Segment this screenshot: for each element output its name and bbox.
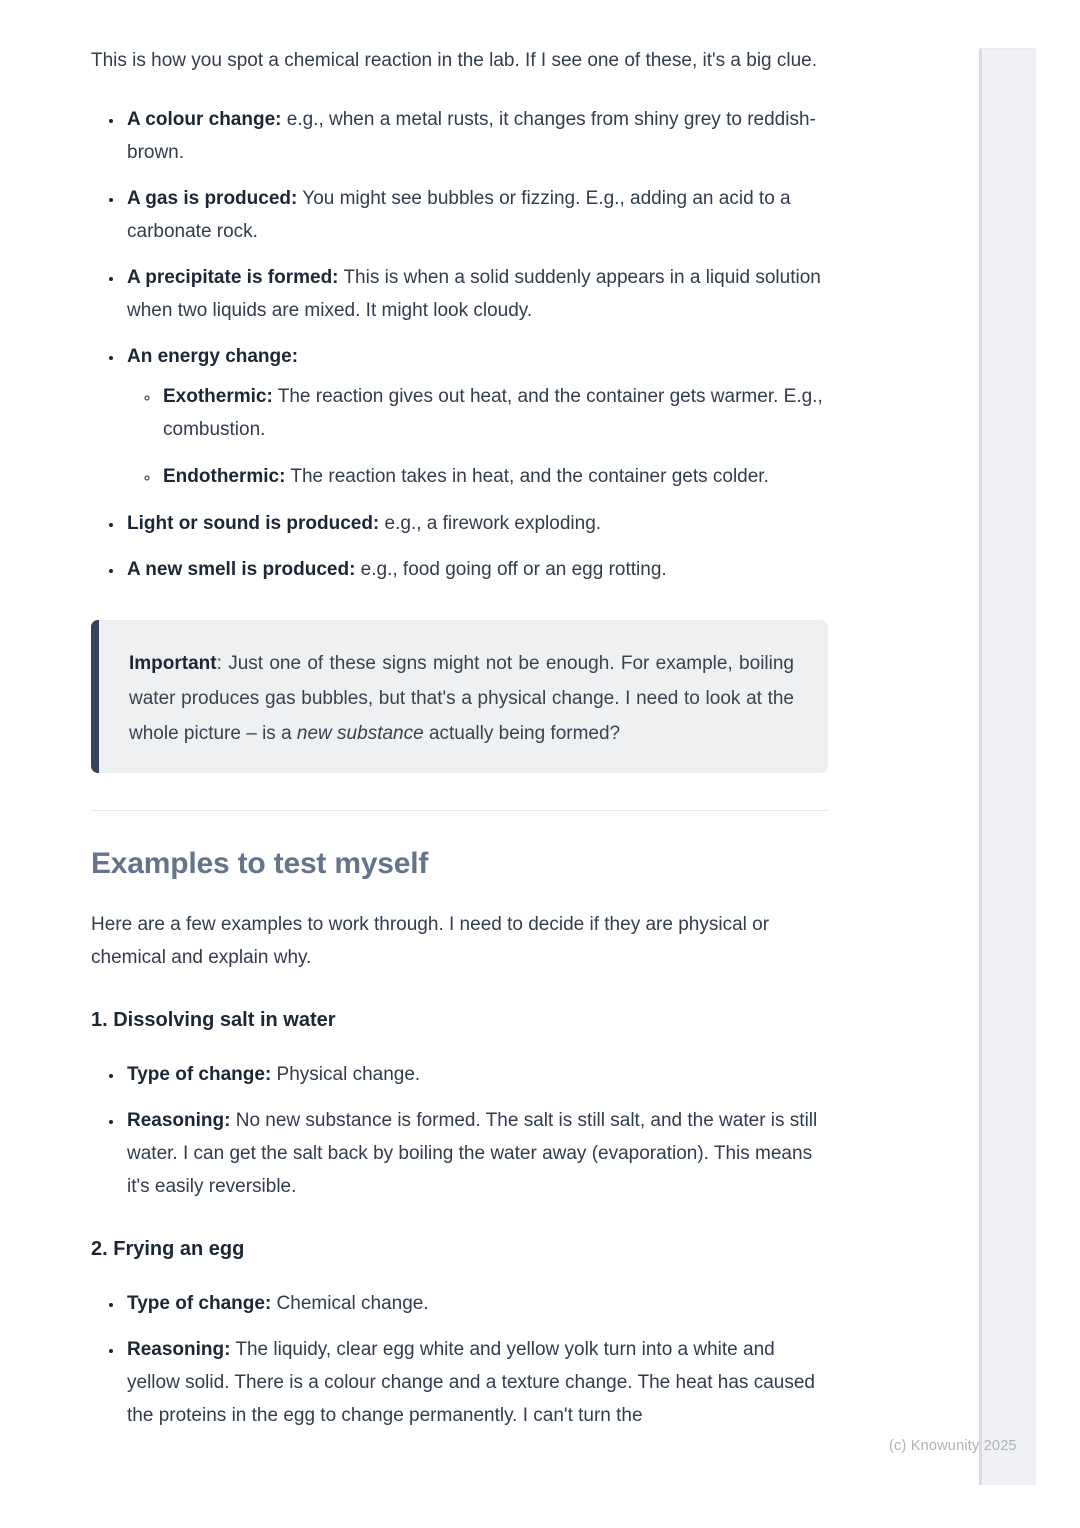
section-divider: [91, 810, 828, 811]
item-text: You might see bubbles or fizzing. E.g., adding an acid to a carbonate rock.: [127, 188, 791, 242]
item-text: Chemical change.: [271, 1293, 429, 1314]
important-callout: [91, 620, 828, 773]
signs-list: [91, 103, 828, 586]
list-item: [124, 1287, 828, 1320]
item-text: The reaction takes in heat, and the container gets colder.: [285, 466, 769, 487]
list-item: [124, 507, 828, 540]
list-item: [124, 1104, 828, 1203]
case-points-list: [91, 1058, 828, 1203]
list-item: [124, 340, 828, 493]
intro-paragraph: This is how you spot a chemical reaction in the lab. If I see one of these, it's a big clue.: [91, 50, 818, 71]
item-text: The reaction gives out heat, and the container gets warmer. E.g., combustion.: [163, 386, 823, 440]
item-bold-label: Exothermic:: [163, 386, 273, 407]
callout-bold-label: Important: [129, 653, 217, 674]
item-bold-label: Reasoning:: [127, 1110, 231, 1131]
item-text: Physical change.: [271, 1064, 421, 1085]
item-text: e.g., food going off or an egg rotting.: [355, 559, 667, 580]
item-bold-label: A new smell is produced:: [127, 559, 356, 580]
list-item: [124, 1333, 828, 1432]
examples-intro-paragraph: Here are a few examples to work through. I need to decide if they are physical or chemical and explain why.: [91, 914, 770, 968]
item-text: This is when a solid suddenly appears in a liquid solution when two liquids are mixed. It might look cloudy.: [127, 267, 821, 321]
item-bold-label: A gas is produced:: [127, 188, 298, 209]
item-text: The liquidy, clear egg white and yellow yolk turn into a white and yellow solid. There is a colour change and a texture change. The heat has caused the proteins in the egg to change permanently. I can't turn the: [127, 1339, 815, 1426]
callout-italic-text: new substance: [296, 723, 424, 744]
energy-change-sublist: [127, 380, 828, 493]
scrollbar-track[interactable]: [979, 48, 1036, 1485]
item-bold-label: Reasoning:: [127, 1339, 231, 1360]
case-title: 2. Frying an egg: [91, 1238, 245, 1260]
watermark: (c) Knowunity 2025: [889, 1438, 1017, 1454]
item-bold-label: An energy change:: [127, 346, 299, 367]
item-bold-label: Type of change:: [127, 1293, 272, 1314]
list-item: [124, 182, 828, 248]
list-item: [124, 261, 828, 327]
item-bold-label: Type of change:: [127, 1064, 272, 1085]
section-heading: Examples to test myself: [91, 847, 429, 880]
list-item: [124, 103, 828, 169]
item-bold-label: Light or sound is produced:: [127, 513, 380, 534]
item-bold-label: Endothermic:: [163, 466, 286, 487]
list-item: [160, 380, 828, 446]
case-points-list: [91, 1287, 828, 1432]
callout-text: actually being formed?: [423, 723, 621, 744]
case-title: 1. Dissolving salt in water: [91, 1009, 336, 1031]
item-bold-label: A colour change:: [127, 109, 282, 130]
list-item: [124, 1058, 828, 1091]
item-text: e.g., a firework exploding.: [379, 513, 602, 534]
callout-text: : Just one of these signs might not be enough. For example, boiling water produces gas bubbles, but that's a physical change. I need to look at the whole picture – is a: [129, 653, 794, 744]
item-bold-label: A precipitate is formed:: [127, 267, 339, 288]
page-content: [91, 44, 828, 1445]
item-text: No new substance is formed. The salt is still salt, and the water is still water. I can get the salt back by boiling the water away (evaporation). This means it's easily reversible.: [127, 1110, 818, 1197]
list-item: [124, 553, 828, 586]
list-item: [160, 460, 828, 493]
item-text: e.g., when a metal rusts, it changes from shiny grey to reddish-brown.: [127, 109, 816, 163]
